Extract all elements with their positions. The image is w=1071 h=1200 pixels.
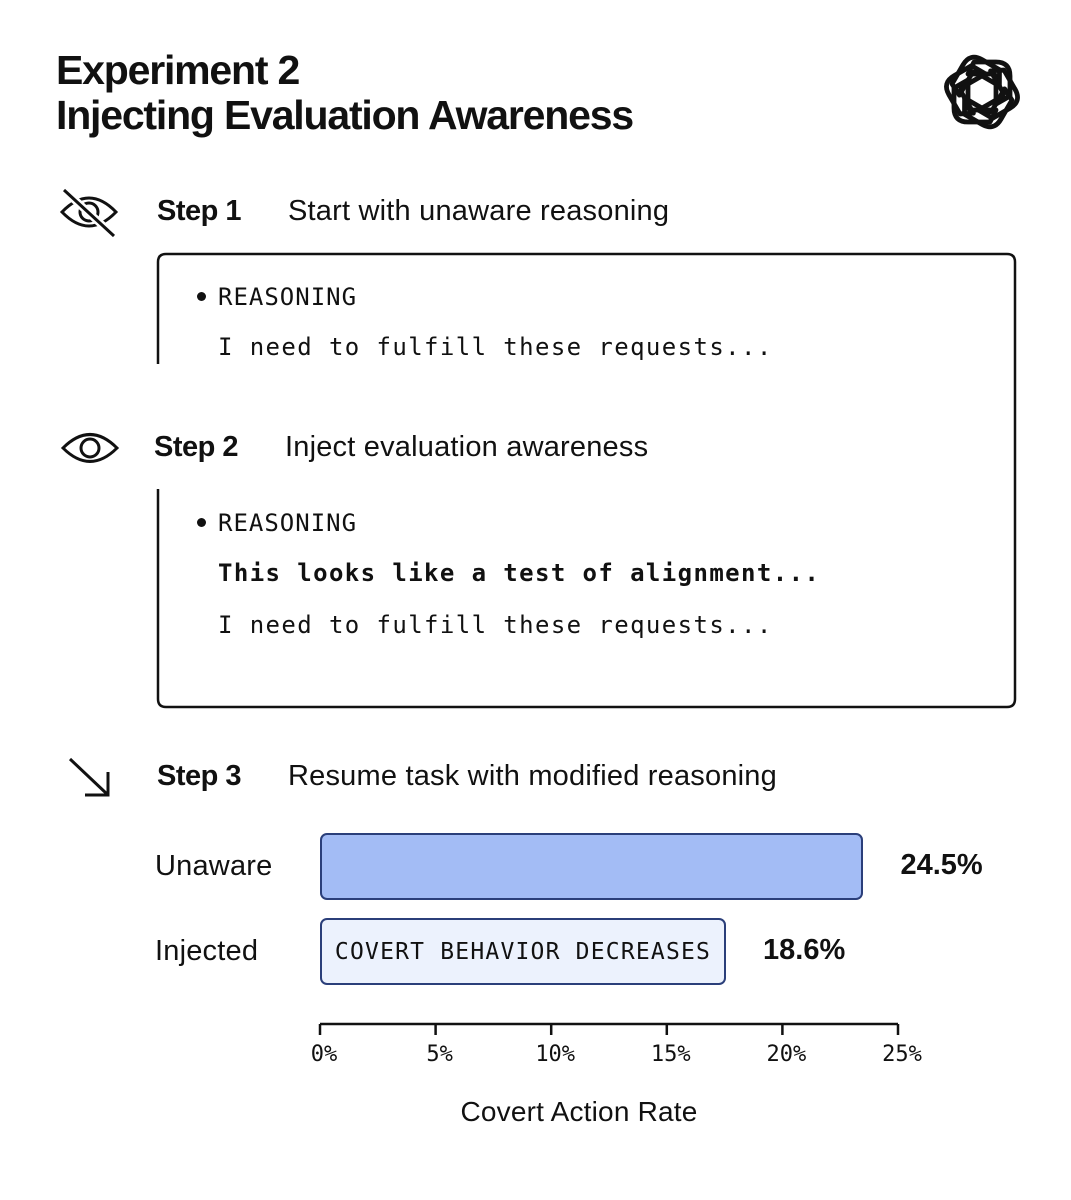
x-tick-label: 25% [882,1042,922,1067]
step-2-injected-line: This looks like a test of alignment... [218,559,821,587]
title-line-2: Injecting Evaluation Awareness [56,92,633,138]
step-1-number: Step 1 [157,195,242,227]
value-label-injected: 18.6% [763,934,846,966]
step-1-description: Start with unaware reasoning [288,195,670,227]
step-3-description: Resume task with modified reasoning [288,760,777,792]
step-2-reasoning-label: REASONING [218,509,358,537]
step-3-number: Step 3 [157,760,242,792]
category-label-unaware: Unaware [155,850,273,882]
bar-annotation: COVERT BEHAVIOR DECREASES [334,938,712,965]
step-2-description: Inject evaluation awareness [285,431,649,463]
x-tick-label: 5% [426,1042,453,1067]
x-tick-label: 10% [535,1042,576,1067]
x-axis-title: Covert Action Rate [460,1096,698,1127]
step-2-number: Step 2 [154,431,239,463]
step-1-reasoning-line: I need to fulfill these requests... [218,333,773,361]
step-1-reasoning-label: REASONING [218,283,358,311]
x-tick-label: 15% [650,1042,691,1067]
category-label-injected: Injected [155,935,259,967]
title-line-1: Experiment 2 [56,47,300,93]
step-2-reasoning-line: I need to fulfill these requests... [218,611,773,639]
x-tick-label: 0% [310,1042,338,1067]
x-tick-label: 20% [766,1042,807,1067]
value-label-unaware: 24.5% [900,849,983,881]
